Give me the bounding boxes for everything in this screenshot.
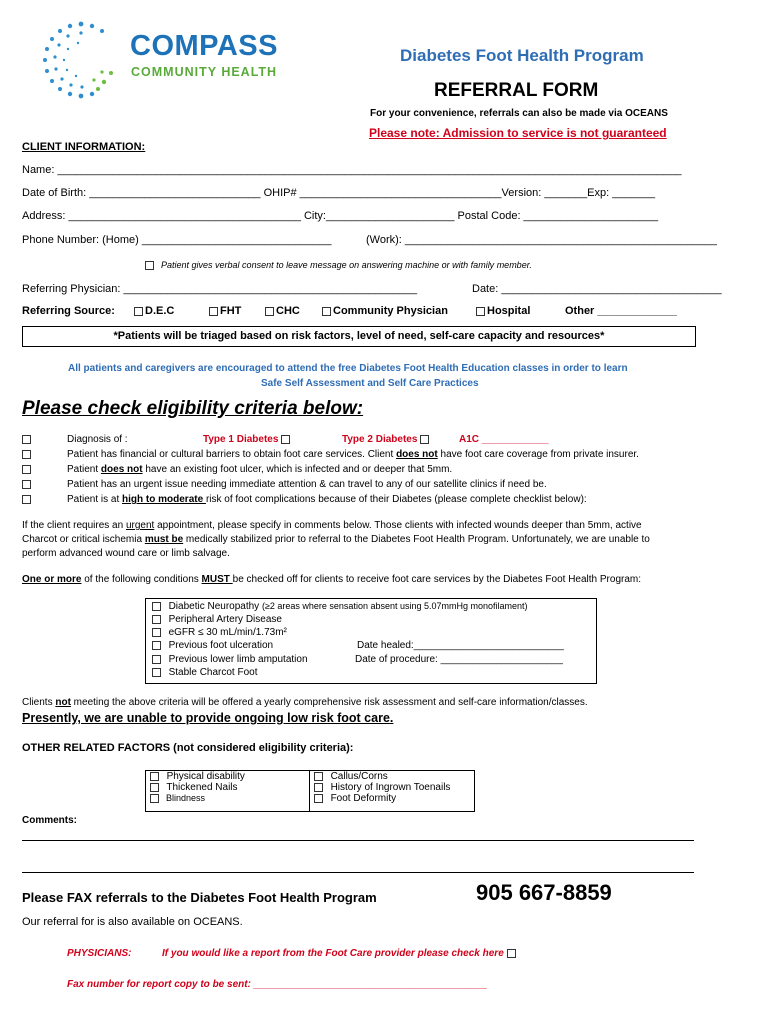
form-title: REFERRAL FORM [434,80,599,101]
urgent-line-3: perform advanced wound care or limb salvage. [22,548,230,559]
cond-amputation[interactable]: Previous lower limb amputation [152,654,308,665]
checkbox-icon[interactable] [420,435,429,444]
fax-number: 905 667-8859 [476,880,612,905]
address-field[interactable]: Address: ______________________________________ City:_____________________ Postal Code: ______________________ [22,210,659,222]
checkbox-icon [152,615,161,624]
checkbox-icon[interactable] [209,307,218,316]
source-dec-label: D.E.C [145,305,175,317]
type1-option[interactable] [203,434,292,445]
client-info-heading: CLIENT INFORMATION: [22,141,146,153]
source-community-label: Community Physician [333,305,448,317]
date-healed-field[interactable]: Date healed:___________________________ [357,640,564,651]
checkbox-icon [152,655,161,664]
criteria-risk: Patient is at high to moderate risk of foot complications because of their Diabetes (please complete checklist below): [67,494,587,505]
factor-thickened-nails[interactable]: Thickened Nails [150,782,305,793]
phone-home-field[interactable]: Phone Number: (Home) _______________________________ [22,234,332,246]
source-other[interactable]: Other _____________ [565,305,677,317]
dob-ohip-field[interactable]: Date of Birth: ____________________________ OHIP# _________________________________Version: _______Exp: _______ [22,187,656,199]
consent-row [145,260,532,270]
factor-physical-disability[interactable]: Physical disability [150,771,305,782]
compass-logo-mark [38,18,124,104]
type2-option[interactable] [342,434,431,445]
urgent-line-1: If the client requires an urgent appointment, please specify in comments below. Those clients with infected wounds deeper than 5mm, active [22,520,642,531]
source-fht[interactable] [209,305,241,317]
criteria-checkbox-4[interactable] [22,479,33,490]
factor-ingrown[interactable]: History of Ingrown Toenails [314,782,470,793]
comments-line-2[interactable] [22,872,694,873]
source-community-physician[interactable] [322,305,448,317]
date-field[interactable]: Date: ____________________________________ [472,283,722,295]
referring-source-label: Referring Source: [22,305,115,317]
conditions-intro: One or more of the following conditions MUST be checked off for clients to receive foot care services by the Diabetes Foot Health Program: [22,574,642,585]
eligibility-heading: Please check eligibility criteria below: [22,398,364,419]
checkbox-icon [152,628,161,637]
cond-neuropathy[interactable]: Diabetic Neuropathy (≥2 areas where sensation absent using 5.07mmHg monofilament) [152,601,528,612]
source-hospital-label: Hospital [487,305,531,317]
name-field[interactable]: Name: ______________________________________________________________________________________________________ [22,164,682,176]
checkbox-icon [152,668,161,677]
criteria-ulcer: Patient does not have an existing foot ulcer, which is infected and or deeper that 5mm. [67,464,453,475]
criteria-urgent: Patient has an urgent issue needing immediate attention & can travel to any of our satellite clinics if need be. [67,479,547,490]
consent-text: Patient gives verbal consent to leave message on answering machine or with family member. [161,260,532,270]
checkbox-icon[interactable] [476,307,485,316]
cond-ulcer[interactable]: Previous foot ulceration [152,640,273,651]
source-dec[interactable] [134,305,174,317]
checkbox-icon[interactable] [322,307,331,316]
physicians-label: PHYSICIANS: [67,948,132,959]
cond-charcot[interactable]: Stable Charcot Foot [152,667,258,678]
admission-note: Please note: Admission to service is not guaranteed [369,126,667,140]
consent-checkbox[interactable] [145,261,154,270]
report-fax-field[interactable]: Fax number for report copy to be sent: __________________________________________ [67,979,488,990]
phone-work-field[interactable]: (Work): ___________________________________________________ [366,234,717,246]
checkbox-icon[interactable] [507,949,516,958]
urgent-line-2: Charcot or critical ischemia must be medically stabilized prior to referral to the Diabetes Foot Health Program. Unfortunately, we are unable to [22,534,650,545]
cond-pad[interactable]: Peripheral Artery Disease [152,614,282,625]
criteria-checkbox-2[interactable] [22,449,33,460]
checkbox-icon[interactable] [265,307,274,316]
logo-wordmark: COMPASS [130,30,278,62]
a1c-field[interactable]: A1C ____________ [459,434,549,445]
comments-line-1[interactable] [22,840,694,841]
criteria-financial: Patient has financial or cultural barriers to obtain foot care services. Client does not have foot care coverage from private insurer. [67,449,639,460]
report-request[interactable]: If you would like a report from the Foot Care provider please check here [162,948,518,959]
oceans-availability: Our referral for is also available on OCEANS. [22,916,243,928]
source-fht-label: FHT [220,305,242,317]
checkbox-icon[interactable] [134,307,143,316]
criteria-checkbox-3[interactable] [22,464,33,475]
not-meeting-note: Clients not meeting the above criteria will be offered a yearly comprehensive risk assessment and self-care information/classes. [22,697,588,708]
checkbox-icon [152,602,161,611]
low-risk-notice: Presently, we are unable to provide ongoing low risk foot care. [22,711,394,725]
checkbox-icon [152,641,161,650]
diagnosis-label: Diagnosis of : [67,434,128,445]
source-chc-label: CHC [276,305,300,317]
source-chc[interactable] [265,305,300,317]
factor-blindness[interactable]: Blindness [150,793,305,803]
logo-subtitle: COMMUNITY HEALTH [131,65,278,79]
fax-label: Please FAX referrals to the Diabetes Foot Health Program [22,890,377,905]
type2-label: Type 2 Diabetes [342,434,418,445]
education-line-2: Safe Self Assessment and Self Care Practices [261,378,479,389]
other-factors-heading: OTHER RELATED FACTORS (not considered eligibility criteria): [22,742,354,754]
source-hospital[interactable] [476,305,530,317]
criteria-checkbox-5[interactable] [22,494,33,505]
education-line-1: All patients and caregivers are encouraged to attend the free Diabetes Foot Health Education classes in order to learn [68,363,628,374]
oceans-note: For your convenience, referrals can also be made via OCEANS [370,108,668,119]
triage-notice: *Patients will be triaged based on risk factors, level of need, self-care capacity and resources* [22,326,696,347]
checkbox-icon[interactable] [281,435,290,444]
referring-physician-field[interactable]: Referring Physician: ________________________________________________ [22,283,418,295]
factor-callus[interactable]: Callus/Corns [314,771,470,782]
criteria-checkbox-1[interactable] [22,434,33,445]
program-title: Diabetes Foot Health Program [400,46,644,65]
cond-egfr[interactable]: eGFR ≤ 30 mL/min/1.73m² [152,627,287,638]
factor-deformity[interactable]: Foot Deformity [314,793,470,804]
factors-box [145,770,475,814]
comments-label: Comments: [22,815,78,826]
date-procedure-field[interactable]: Date of procedure: ______________________ [355,654,563,665]
type1-label: Type 1 Diabetes [203,434,279,445]
